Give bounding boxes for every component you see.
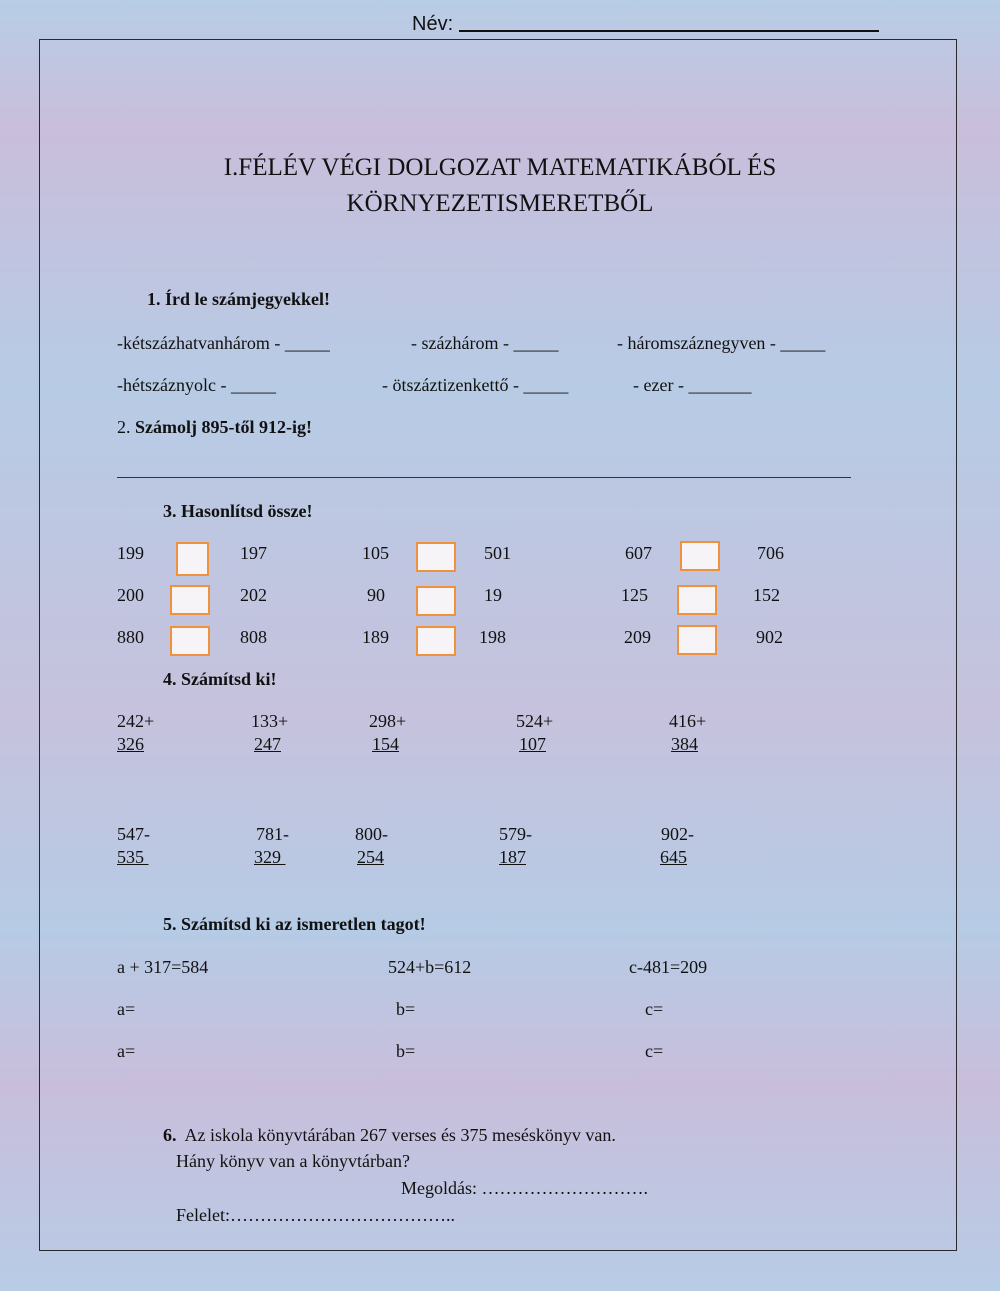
answer-field[interactable]: c= (645, 999, 664, 1019)
compare-box[interactable] (416, 586, 456, 616)
task5-heading: 5. Számítsd ki az ismeretlen tagot! (163, 914, 426, 934)
compare-right-value: 19 (484, 585, 502, 605)
task6-answer[interactable]: Felelet:……………………………….. (176, 1205, 455, 1225)
compare-left-value: 607 (625, 543, 652, 563)
subtraction-bottom: 329 (254, 847, 286, 867)
task6-question: Hány könyv van a könyvtárban? (176, 1151, 410, 1171)
addition-bottom: 247 (254, 734, 281, 754)
addition-top: 416+ (669, 711, 707, 731)
compare-left-value: 90 (367, 585, 385, 605)
compare-right-value: 152 (753, 585, 780, 605)
compare-box[interactable] (176, 542, 209, 576)
task1-heading: 1. Írd le számjegyekkel! (147, 289, 330, 309)
compare-right-value: 197 (240, 543, 267, 563)
compare-box[interactable] (680, 541, 720, 571)
compare-left-value: 880 (117, 627, 144, 647)
addition-top: 133+ (251, 711, 289, 731)
equation: a + 317=584 (117, 957, 209, 977)
page-title (0, 150, 1000, 222)
task1-item[interactable]: - ezer - _______ (633, 375, 752, 395)
answer-field[interactable]: a= (117, 999, 136, 1019)
subtraction-top: 800- (355, 824, 388, 844)
answer-field[interactable]: b= (396, 1041, 416, 1061)
task4-heading: 4. Számítsd ki! (163, 669, 277, 689)
equation: c-481=209 (629, 957, 708, 977)
subtraction-top: 579- (499, 824, 532, 844)
subtraction-bottom: 535 (117, 847, 149, 867)
task2-heading (117, 417, 312, 438)
title-line-1: I.FÉLÉV VÉGI DOLGOZAT MATEMATIKÁBÓL ÉS (223, 154, 777, 181)
addition-bottom: 384 (671, 734, 698, 754)
compare-right-value: 902 (756, 627, 783, 647)
task6-solution[interactable]: Megoldás: ………………………. (401, 1178, 648, 1198)
compare-right-value: 808 (240, 627, 267, 647)
addition-bottom: 326 (117, 734, 144, 754)
addition-top: 242+ (117, 711, 155, 731)
task2-answer-line[interactable] (117, 477, 851, 478)
task1-item[interactable]: -kétszázhatvanhárom - _____ (117, 333, 330, 353)
compare-right-value: 706 (757, 543, 784, 563)
compare-box[interactable] (416, 542, 456, 572)
addition-top: 298+ (369, 711, 407, 731)
name-field (412, 10, 879, 36)
task6-number: 6. (163, 1125, 177, 1145)
addition-bottom: 154 (372, 734, 399, 754)
task6-problem: Az iskola könyvtárában 267 verses és 375 meséskönyv van. (184, 1125, 616, 1145)
subtraction-bottom: 187 (499, 847, 526, 867)
task2-number: 2. (117, 417, 131, 437)
task2-instruction: Számolj 895-től 912-ig! (135, 417, 312, 437)
task1-item[interactable]: -hétszáznyolc - _____ (117, 375, 276, 395)
subtraction-top: 547- (117, 824, 150, 844)
answer-field[interactable]: c= (645, 1041, 664, 1061)
subtraction-bottom: 645 (660, 847, 687, 867)
name-input-line[interactable] (459, 10, 879, 32)
compare-left-value: 200 (117, 585, 144, 605)
subtraction-top: 902- (661, 824, 694, 844)
compare-left-value: 125 (621, 585, 648, 605)
compare-box[interactable] (677, 625, 717, 655)
compare-box[interactable] (416, 626, 456, 656)
subtraction-bottom: 254 (357, 847, 384, 867)
answer-field[interactable]: a= (117, 1041, 136, 1061)
compare-left-value: 189 (362, 627, 389, 647)
compare-left-value: 105 (362, 543, 389, 563)
compare-left-value: 199 (117, 543, 144, 563)
subtraction-top: 781- (256, 824, 289, 844)
compare-left-value: 209 (624, 627, 651, 647)
name-label: Név: (412, 13, 454, 35)
title-line-2: KÖRNYEZETISMERETBŐL (346, 190, 654, 217)
answer-field[interactable]: b= (396, 999, 416, 1019)
compare-box[interactable] (170, 585, 210, 615)
task6-text (163, 1125, 616, 1146)
addition-bottom: 107 (519, 734, 546, 754)
compare-right-value: 198 (479, 627, 506, 647)
task1-item[interactable]: - ötszáztizenkettő - _____ (382, 375, 569, 395)
equation: 524+b=612 (388, 957, 472, 977)
task1-item[interactable]: - háromszáznegyven - _____ (617, 333, 826, 353)
task3-heading: 3. Hasonlítsd össze! (163, 501, 313, 521)
compare-right-value: 202 (240, 585, 267, 605)
compare-right-value: 501 (484, 543, 511, 563)
task1-item[interactable]: - százhárom - _____ (411, 333, 559, 353)
addition-top: 524+ (516, 711, 554, 731)
compare-box[interactable] (677, 585, 717, 615)
compare-box[interactable] (170, 626, 210, 656)
